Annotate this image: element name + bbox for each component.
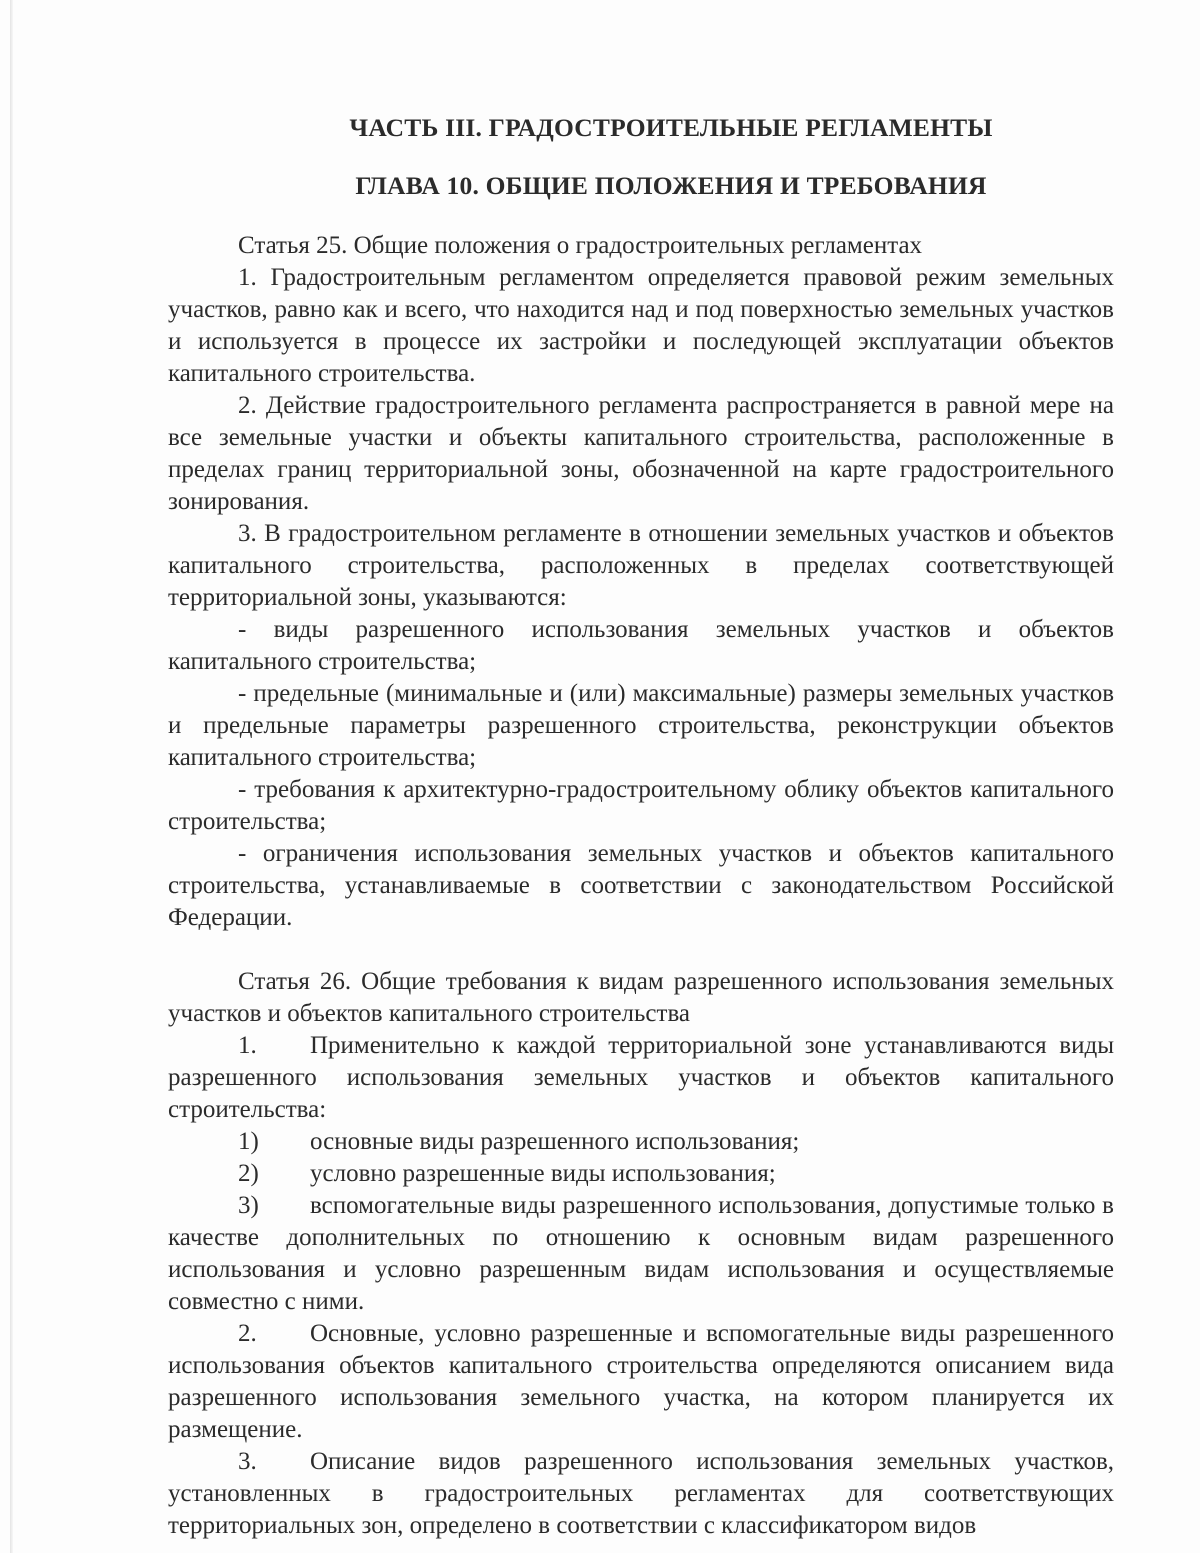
article-25-bullet-2: - предельные (минимальные и (или) максимальные) размеры земельных участков и предельные параметры разрешенного строительства, реконструкции объектов капитального строительства; bbox=[168, 680, 1114, 771]
article-26-paragraph-1 bbox=[168, 1030, 1114, 1126]
article-26-title: Статья 26. Общие требования к видам разрешенного использования земельных участков и объектов капитального строительства bbox=[168, 968, 1114, 1027]
part-title: ЧАСТЬ III. ГРАДОСТРОИТЕЛЬНЫЕ РЕГЛАМЕНТЫ bbox=[349, 113, 993, 142]
item-number: 1) bbox=[238, 1128, 259, 1155]
paragraph-number: 2. bbox=[238, 1320, 257, 1347]
paragraph-number: 3. bbox=[238, 1448, 257, 1475]
item-number: 3) bbox=[238, 1192, 259, 1219]
article-26-item-1 bbox=[168, 1126, 1114, 1158]
scan-edge bbox=[10, 0, 13, 1553]
paragraph-text: Основные, условно разрешенные и вспомогательные виды разрешенного использования объектов капитального строительства определяются описанием вида разрешенного использования земельного участка, на котором планируется их размещение. bbox=[168, 1320, 1114, 1443]
article-26-item-2 bbox=[168, 1158, 1114, 1190]
article-25-bullet-1: - виды разрешенного использования земельных участков и объектов капитального строительства; bbox=[168, 616, 1114, 675]
article-25-bullet-3: - требования к архитектурно-градостроительному облику объектов капитального строительства; bbox=[168, 776, 1114, 835]
paragraph-number: 1. bbox=[238, 1032, 257, 1059]
item-text: условно разрешенные виды использования; bbox=[310, 1160, 776, 1187]
chapter-title: ГЛАВА 10. ОБЩИЕ ПОЛОЖЕНИЯ И ТРЕБОВАНИЯ bbox=[355, 171, 987, 200]
article-26-item-3 bbox=[168, 1190, 1114, 1318]
item-number: 2) bbox=[238, 1160, 259, 1187]
item-text: основные виды разрешенного использования; bbox=[310, 1128, 800, 1155]
article-25-paragraph-2: 2. Действие градостроительного регламента распространяется в равной мере на все земельные участки и объекты капитального строительства, расположенные в пределах границ территориальной зоны, обозначенной на карте градостроительного зонирования. bbox=[168, 392, 1114, 515]
section-gap bbox=[168, 934, 1114, 966]
article-25-bullet-4: - ограничения использования земельных участков и объектов капитального строительства, устанавливаемые в соответствии с законодательством Российской Федерации. bbox=[168, 840, 1114, 931]
paragraph-text: Применительно к каждой территориальной зоне устанавливаются виды разрешенного использования земельных участков и объектов капитального строительства: bbox=[168, 1032, 1114, 1123]
article-26-paragraph-3 bbox=[168, 1446, 1114, 1542]
article-25-paragraph-3: 3. В градостроительном регламенте в отношении земельных участков и объектов капитального строительства, расположенных в пределах соответствующей территориальной зоны, указываются: bbox=[168, 520, 1114, 611]
item-text: вспомогательные виды разрешенного использования, допустимые только в качестве дополнительных по отношению к основным видам разрешенного использования и условно разрешенным видам использования и осуществляемые совместно с ними. bbox=[168, 1192, 1114, 1315]
article-25-paragraph-1: 1. Градостроительным регламентом определяется правовой режим земельных участков, равно как и всего, что находится над и под поверхностью земельных участков и используется в процессе их застройки и последующей эксплуатации объектов капитального строительства. bbox=[168, 264, 1114, 387]
paragraph-text: Описание видов разрешенного использования земельных участков, установленных в градостроительных регламентах для соответствующих территориальных зон, определено в соответствии с классификатором видов bbox=[168, 1448, 1114, 1539]
body-text bbox=[168, 230, 1114, 1542]
article-25-title: Статья 25. Общие положения о градостроительных регламентах bbox=[238, 232, 923, 259]
article-26-paragraph-2 bbox=[168, 1318, 1114, 1446]
